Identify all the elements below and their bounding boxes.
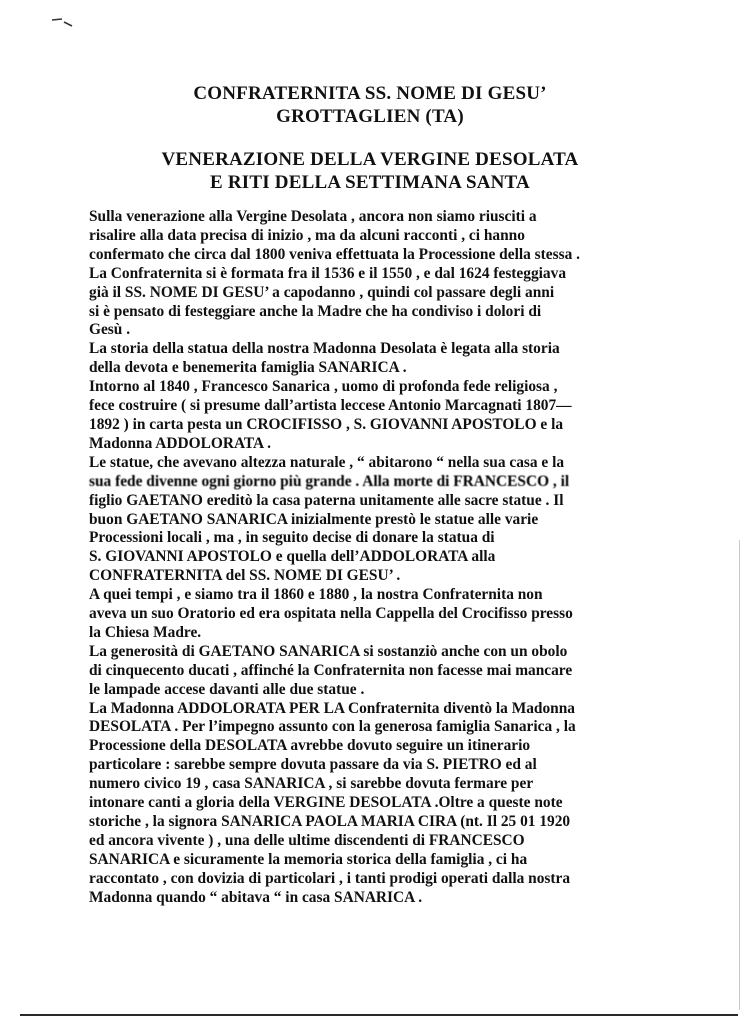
body-line: particolare : sarebbe sempre dovuta passare da via S. PIETRO ed al <box>89 756 537 774</box>
body-line: le lampade accese davanti alle due statue . <box>89 680 365 698</box>
body-line: S. GIOVANNI APOSTOLO e quella dell’ADDOLORATA alla <box>89 548 496 566</box>
body-line: Madonna quando “ abitava “ in casa SANARICA . <box>89 888 423 906</box>
body-line: storiche , la signora SANARICA PAOLA MARIA CIRA (nt. Il 25 01 1920 <box>89 813 571 830</box>
body-line: Sulla venerazione alla Vergine Desolata , ancora non siamo riusciti a <box>89 208 537 225</box>
body-line: figlio GAETANO ereditò la casa paterna unitamente alle sacre statue . Il <box>89 491 564 509</box>
body-line: Processioni locali , ma , in seguito decise di donare la statua di <box>89 529 495 547</box>
body-line: Processione della DESOLATA avrebbe dovuto seguire un itinerario <box>89 737 531 755</box>
body-line: Intorno al 1840 , Francesco Sanarica , uomo di profonda fede religiosa , <box>89 378 558 396</box>
body-line: aveva un suo Oratorio ed era ospitata nella Cappella del Crocifisso presso <box>89 605 573 623</box>
body-line: SANARICA e sicuramente la memoria storica della famiglia , ci ha <box>89 850 528 868</box>
body-line: numero civico 19 , casa SANARICA , si sarebbe dovuta fermare per <box>89 775 534 793</box>
body-line: confermato che circa dal 1800 veniva effettuata la Processione della stessa . <box>89 245 580 263</box>
body-line: La generosità di GAETANO SANARICA si sostanziò anche con un obolo <box>89 642 568 660</box>
body-line: si è pensato di festeggiare anche la Madre che ha condiviso i dolori di <box>89 302 542 320</box>
page-edge-shadow <box>739 540 740 1010</box>
confraternity-name: CONFRATERNITA SS. NOME DI GESU’ <box>193 83 547 104</box>
body-line: 1892 ) in carta pesta un CROCIFISSO , S. GIOVANNI APOSTOLO e la <box>89 415 564 433</box>
document-title <box>40 148 700 194</box>
page-bottom-edge <box>20 1014 738 1016</box>
body-line: intonare canti a gloria della VERGINE DESOLATA .Oltre a queste note <box>89 794 563 812</box>
body-line: risalire alla data precisa di inizio , ma da alcuni racconti , ci hanno <box>89 226 525 244</box>
body-line: di cinquecento ducati , affinché la Confraternita non facesse mai mancare <box>89 661 573 679</box>
body-line: Madonna ADDOLORATA . <box>89 434 272 452</box>
scan-mark <box>50 14 80 30</box>
body-line: fece costruire ( si presume dall’artista leccese Antonio Marcagnati 1807— <box>89 397 572 415</box>
body-line: della devota e benemerita famiglia SANARICA . <box>89 359 407 377</box>
body-line: Gesù . <box>89 321 131 339</box>
body-line: A quei tempi , e siamo tra il 1860 e 1880 , la nostra Confraternita non <box>89 586 543 604</box>
location-line: GROTTAGLIEN (TA) <box>276 106 464 127</box>
document-header <box>40 82 700 128</box>
body-line: raccontato , con dovizia di particolari , i tanti prodigi operati dalla nostra <box>89 869 571 887</box>
body-line: sua fede divenne ogni giorno più grande . Alla morte di FRANCESCO , il <box>89 472 570 490</box>
body-line: La storia della statua della nostra Madonna Desolata è legata alla storia <box>89 340 560 358</box>
body-line: Le statue, che avevano altezza naturale , “ abitarono “ nella sua casa e la <box>89 453 565 471</box>
body-line: la Chiesa Madre. <box>89 623 202 641</box>
body-line: CONFRATERNITA del SS. NOME DI GESU’ . <box>89 567 401 585</box>
title-line-2: E RITI DELLA SETTIMANA SANTA <box>210 172 530 193</box>
body-line: La Confraternita si è formata fra il 1536 e il 1550 , e dal 1624 festeggiava <box>89 264 567 282</box>
body-line: DESOLATA . Per l’impegno assunto con la generosa famiglia Sanarica , la <box>89 718 576 736</box>
body-line: già il SS. NOME DI GESU’ a capodanno , quindi col passare degli anni <box>89 283 555 301</box>
title-line-1: VENERAZIONE DELLA VERGINE DESOLATA <box>161 149 579 170</box>
body-line: buon GAETANO SANARICA inizialmente prestò le statue alle varie <box>89 510 539 528</box>
document-body <box>89 208 729 908</box>
body-line: La Madonna ADDOLORATA PER LA Confraternita diventò la Madonna <box>89 699 575 717</box>
body-line: ed ancora vivente ) , una delle ultime discendenti di FRANCESCO <box>89 831 525 849</box>
